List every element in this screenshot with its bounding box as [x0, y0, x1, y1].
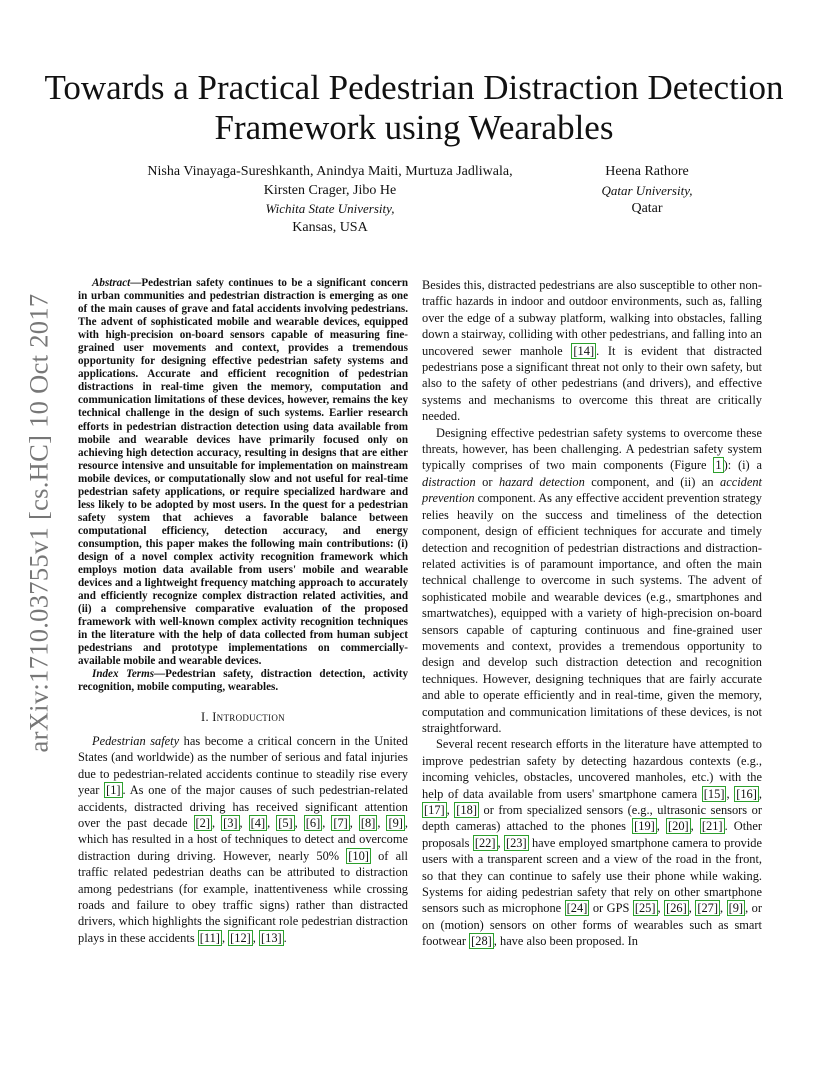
body-text: ): (i) a — [723, 458, 762, 473]
intro-paragraph-1: Pedestrian safety has become a critical concern in the United States (and worldwide) as the number of serious and fatal injuries due to pedestrian-related accidents continue to steadily rise every year [1] . As one of the major causes of such pedestrian-related accidents, distracted driving has received significant attention over the past decade [2] , [3] , [4] , [5] , [6] , [7] , [8] , [9] , which has resulted in a host of techniques to detect and overcome distraction during driving. However, nearly 50% [10] of all traffic related pedestrian deaths can be attributed to distraction among pedestrians (for example, inattentiveness while crossing roads and failure to obey traffic signs) rather than distracted drivers, which highlights the significant role pedestrian distraction plays in these accidents [11] , [12] , [13] . — [78, 733, 409, 945]
intro-paragraph-4: Several recent research efforts in the literature have attempted to improve pedestrian safety by detecting hazardous contexts (e.g., incoming vehicles, obstacles, uncovered manholes, etc.) with the help of data available from users' smartphone camera [15] , [16] , [17] , [18] or from specialized sensors (e.g., ultrasonic sensors or depth cameras) attached to the phones [19] , [20] , [21] . Other proposals [22] , [23] have employed smartphone camera to provide users with a transparent screen and a view of the road in the front, so that they can continue to safely use their phone while waking. Systems for aiding pedestrian safety that rely on other smartphone sensors such as microphone [24] or GPS [25] , [26] , [27] , [9] , or on (motion) sensors on other forms of wearables such as smart footwear [28] , have also been proposed. In — [422, 737, 762, 949]
citation-link[interactable]: [17] — [424, 803, 445, 817]
left-column — [78, 277, 408, 946]
citation-link[interactable]: [10] — [348, 848, 369, 863]
citation-link[interactable]: [2] — [195, 815, 210, 830]
body-text: component, and (ii) an — [584, 474, 720, 489]
figure-link[interactable]: 1 — [715, 458, 722, 473]
paper-title: Towards a Practical Pedestrian Distraction Detection Framework using Wearables — [44, 68, 784, 147]
abstract-text: —Pedestrian safety continues to be a significant concern in urban communities and pedestrian distraction is emerging as one of the main causes of grave and fatal accidents involving pedestrians. The advent of sophisticated mobile and wearable devices, equipped with high-precision on-board sensors capable of measuring fine-grained user movements and context, provides a tremendous opportunity for designing effective pedestrian safety systems and applications. Accurate and efficient recognition of pedestrian distractions in real-time given the memory, computation and communication limitations of these devices, however, remains the key technical challenge in the design of such systems. Earlier research efforts in pedestrian distraction detection using data available from mobile and wearable devices have primarily focused only on achieving high detection accuracy, resulting in designs that are either resource intensive and unsuitable for implementation on mainstream mobile devices, or computationally slow and not useful for real-time pedestrian safety applications, or require specialized hardware and less likely to be adopted by most users. In the quest for a pedestrian safety system that achieves a favorable balance between computational efficiency, detection accuracy, and energy consumption, this paper makes the following main contributions: (i) design of a novel complex activity recognition framework which employs motion data available from users' mobile and wearable devices and a lightweight frequency matching approach to accurately and efficiently recognize complex distraction related activities, and (ii) a comprehensive comparative evaluation of the proposed framework with well-known complex activity recognition techniques in the literature with the help of data collected from human subject pedestrians and prototype implementations on commercially-available mobile and wearable devices. — [78, 277, 408, 668]
citation-link[interactable]: [28] — [471, 934, 492, 949]
arxiv-identifier — [24, 288, 54, 758]
arxiv-id-text: arXiv:1710.03755v1 [cs.HC] 10 Oct 2017 — [23, 293, 54, 753]
body-text: , — [720, 901, 727, 916]
author-name: Heena Rathore — [605, 164, 689, 179]
body-text: , or on (motion) sensors on other forms of wearables such as smart footwear — [422, 901, 762, 949]
citation-link[interactable]: [9] — [388, 815, 403, 830]
body-text: , have also been proposed. In — [493, 934, 638, 949]
body-text: Several recent research efforts in the literature have attempted to improve pedestrian safety by detecting hazardous contexts (e.g., incoming vehicles, obstacles, uncovered manholes, etc.) with the help of data available from users' smartphone camera — [422, 737, 762, 801]
body-text: . It is evident that distracted pedestrians pose a significant threat not only to their own safety, but also to the safety of other pedestrians (and drivers), and effective systems and mechanisms to overcome this threat are critically needed. — [422, 343, 762, 424]
author-names-line1: Nisha Vinayaga-Sureshkanth, Anindya Maiti, Murtuza Jadliwala, — [147, 164, 513, 179]
citation-link[interactable]: [23] — [505, 835, 527, 850]
citation-link[interactable]: [5] — [278, 815, 293, 830]
citation-link[interactable]: [16] — [736, 786, 757, 801]
body-text: of all traffic related pedestrian deaths can be attributed to distraction among pedestrians (for example, inattentiveness while crossing roads and failure to obey traffic signs) rather than distracted drivers, which highlights the significant role pedestrian distraction plays in these accidents — [78, 848, 408, 945]
intro-paragraph-3 — [422, 425, 762, 737]
intro-paragraph-2 — [422, 277, 762, 425]
author-affiliation: Wichita State University, — [265, 201, 395, 216]
right-column — [422, 277, 762, 950]
citation-link[interactable]: [25] — [634, 901, 656, 916]
citation-link[interactable]: [3] — [223, 815, 238, 830]
body-text: , which has resulted in a host of techniques to detect and overcome distraction during driving. However, nearly 50% — [78, 815, 409, 863]
author-location: Qatar — [631, 201, 663, 216]
citation-link[interactable]: [9] — [728, 901, 744, 916]
index-terms-label: Index Terms — [92, 668, 155, 681]
citation-link[interactable]: [13] — [261, 930, 282, 945]
body-text: or — [475, 474, 499, 489]
emphasis-text: hazard detection — [498, 474, 585, 489]
emphasis-text: Pedestrian safety — [92, 733, 180, 748]
citation-link[interactable]: [12] — [230, 930, 251, 945]
body-text: . As one of the major causes of such pedestrian-related accidents, distracted driving has received significant attention over the past decade — [78, 783, 408, 830]
citation-link[interactable]: [6] — [305, 815, 321, 830]
citation-link[interactable]: [7] — [333, 815, 348, 830]
author-block-left — [110, 163, 550, 237]
body-text: Besides this, distracted pedestrians are also susceptible to other non-traffic hazards in indoor and outdoor environments, such as, falling over the edge of a subway platform, walking into obstacles, falling down a stairway, colliding with other pedestrians, and falling into an uncovered sewer manhole — [422, 278, 762, 358]
index-terms-text: —Pedestrian safety, distraction detection, activity recognition, mobile computing, wearables. — [78, 668, 408, 694]
section-heading-introduction: I. Introduction — [201, 709, 285, 724]
body-text: or GPS — [589, 901, 633, 916]
body-text: or from specialized sensors (e.g., ultrasonic sensors or depth cameras) attached to the phones — [422, 803, 762, 834]
index-terms — [78, 668, 408, 694]
citation-link[interactable]: [15] — [703, 786, 725, 801]
author-location: Kansas, USA — [292, 219, 368, 235]
citation-link[interactable]: [21] — [701, 819, 723, 834]
body-text: component. As any effective accident prevention strategy relies heavily on the success and timeliness of the detection component, design of efficient techniques for accurate and timely detection and recognition of pedestrian distractions and distraction-related activities is of paramount importance, and often the main technical challenge to overcome in such systems. The advent of sophisticated mobile and wearable devices (e.g., smartphones and smartwatches), equipped with a variety of high-precision on-board sensors capable of capturing continuous and fine-grained user movements and context, provides a tremendous opportunity to design and develop such distraction detection and recognition techniques. However, designing techniques that are fairly accurate and able to operate efficiently and in real-time, given the memory, computation and communication limitations of these devices, is not straightforward. — [422, 491, 762, 735]
citation-link[interactable]: [1] — [106, 783, 121, 798]
author-affiliation: Qatar University, — [601, 182, 693, 198]
author-names-line2: Kirsten Crager, Jibo He — [263, 182, 397, 198]
body-text: have employed smartphone camera to provide users with a transparent screen and a view of the road in the front, so that they can continue to safely use their phone while waking. Systems for aiding pedestrian safety that rely on other smartphone sensors such as microphone — [422, 835, 762, 916]
body-text: has become a critical concern in the United States (and worldwide) as the number of serious and fatal injuries due to pedestrian-related accidents continue to steadily rise every year — [78, 733, 408, 798]
body-text: Designing effective pedestrian safety systems to overcome these threats, however, has been challenging. A pedestrian safety system typically comprises of two main components (Figure — [422, 425, 762, 473]
citation-link[interactable]: [20] — [668, 819, 689, 834]
citation-link[interactable]: [14] — [573, 343, 595, 358]
abstract — [78, 277, 408, 668]
emphasis-text: distraction — [422, 474, 476, 489]
citation-link[interactable]: [24] — [566, 901, 588, 916]
citation-link[interactable]: [22] — [474, 835, 496, 850]
abstract-label: Abstract — [92, 277, 131, 289]
citation-link[interactable]: [19] — [634, 819, 655, 834]
citation-link[interactable]: [11] — [199, 930, 220, 945]
citation-link[interactable]: [4] — [250, 815, 266, 830]
author-block-right — [572, 163, 722, 219]
citation-link[interactable]: [8] — [360, 815, 376, 830]
emphasis-text: accident prevention — [422, 474, 762, 506]
citation-link[interactable]: [26] — [666, 901, 687, 916]
citation-link[interactable]: [27] — [697, 901, 719, 916]
citation-link[interactable]: [18] — [456, 803, 477, 817]
body-text: . Other proposals — [422, 819, 762, 850]
